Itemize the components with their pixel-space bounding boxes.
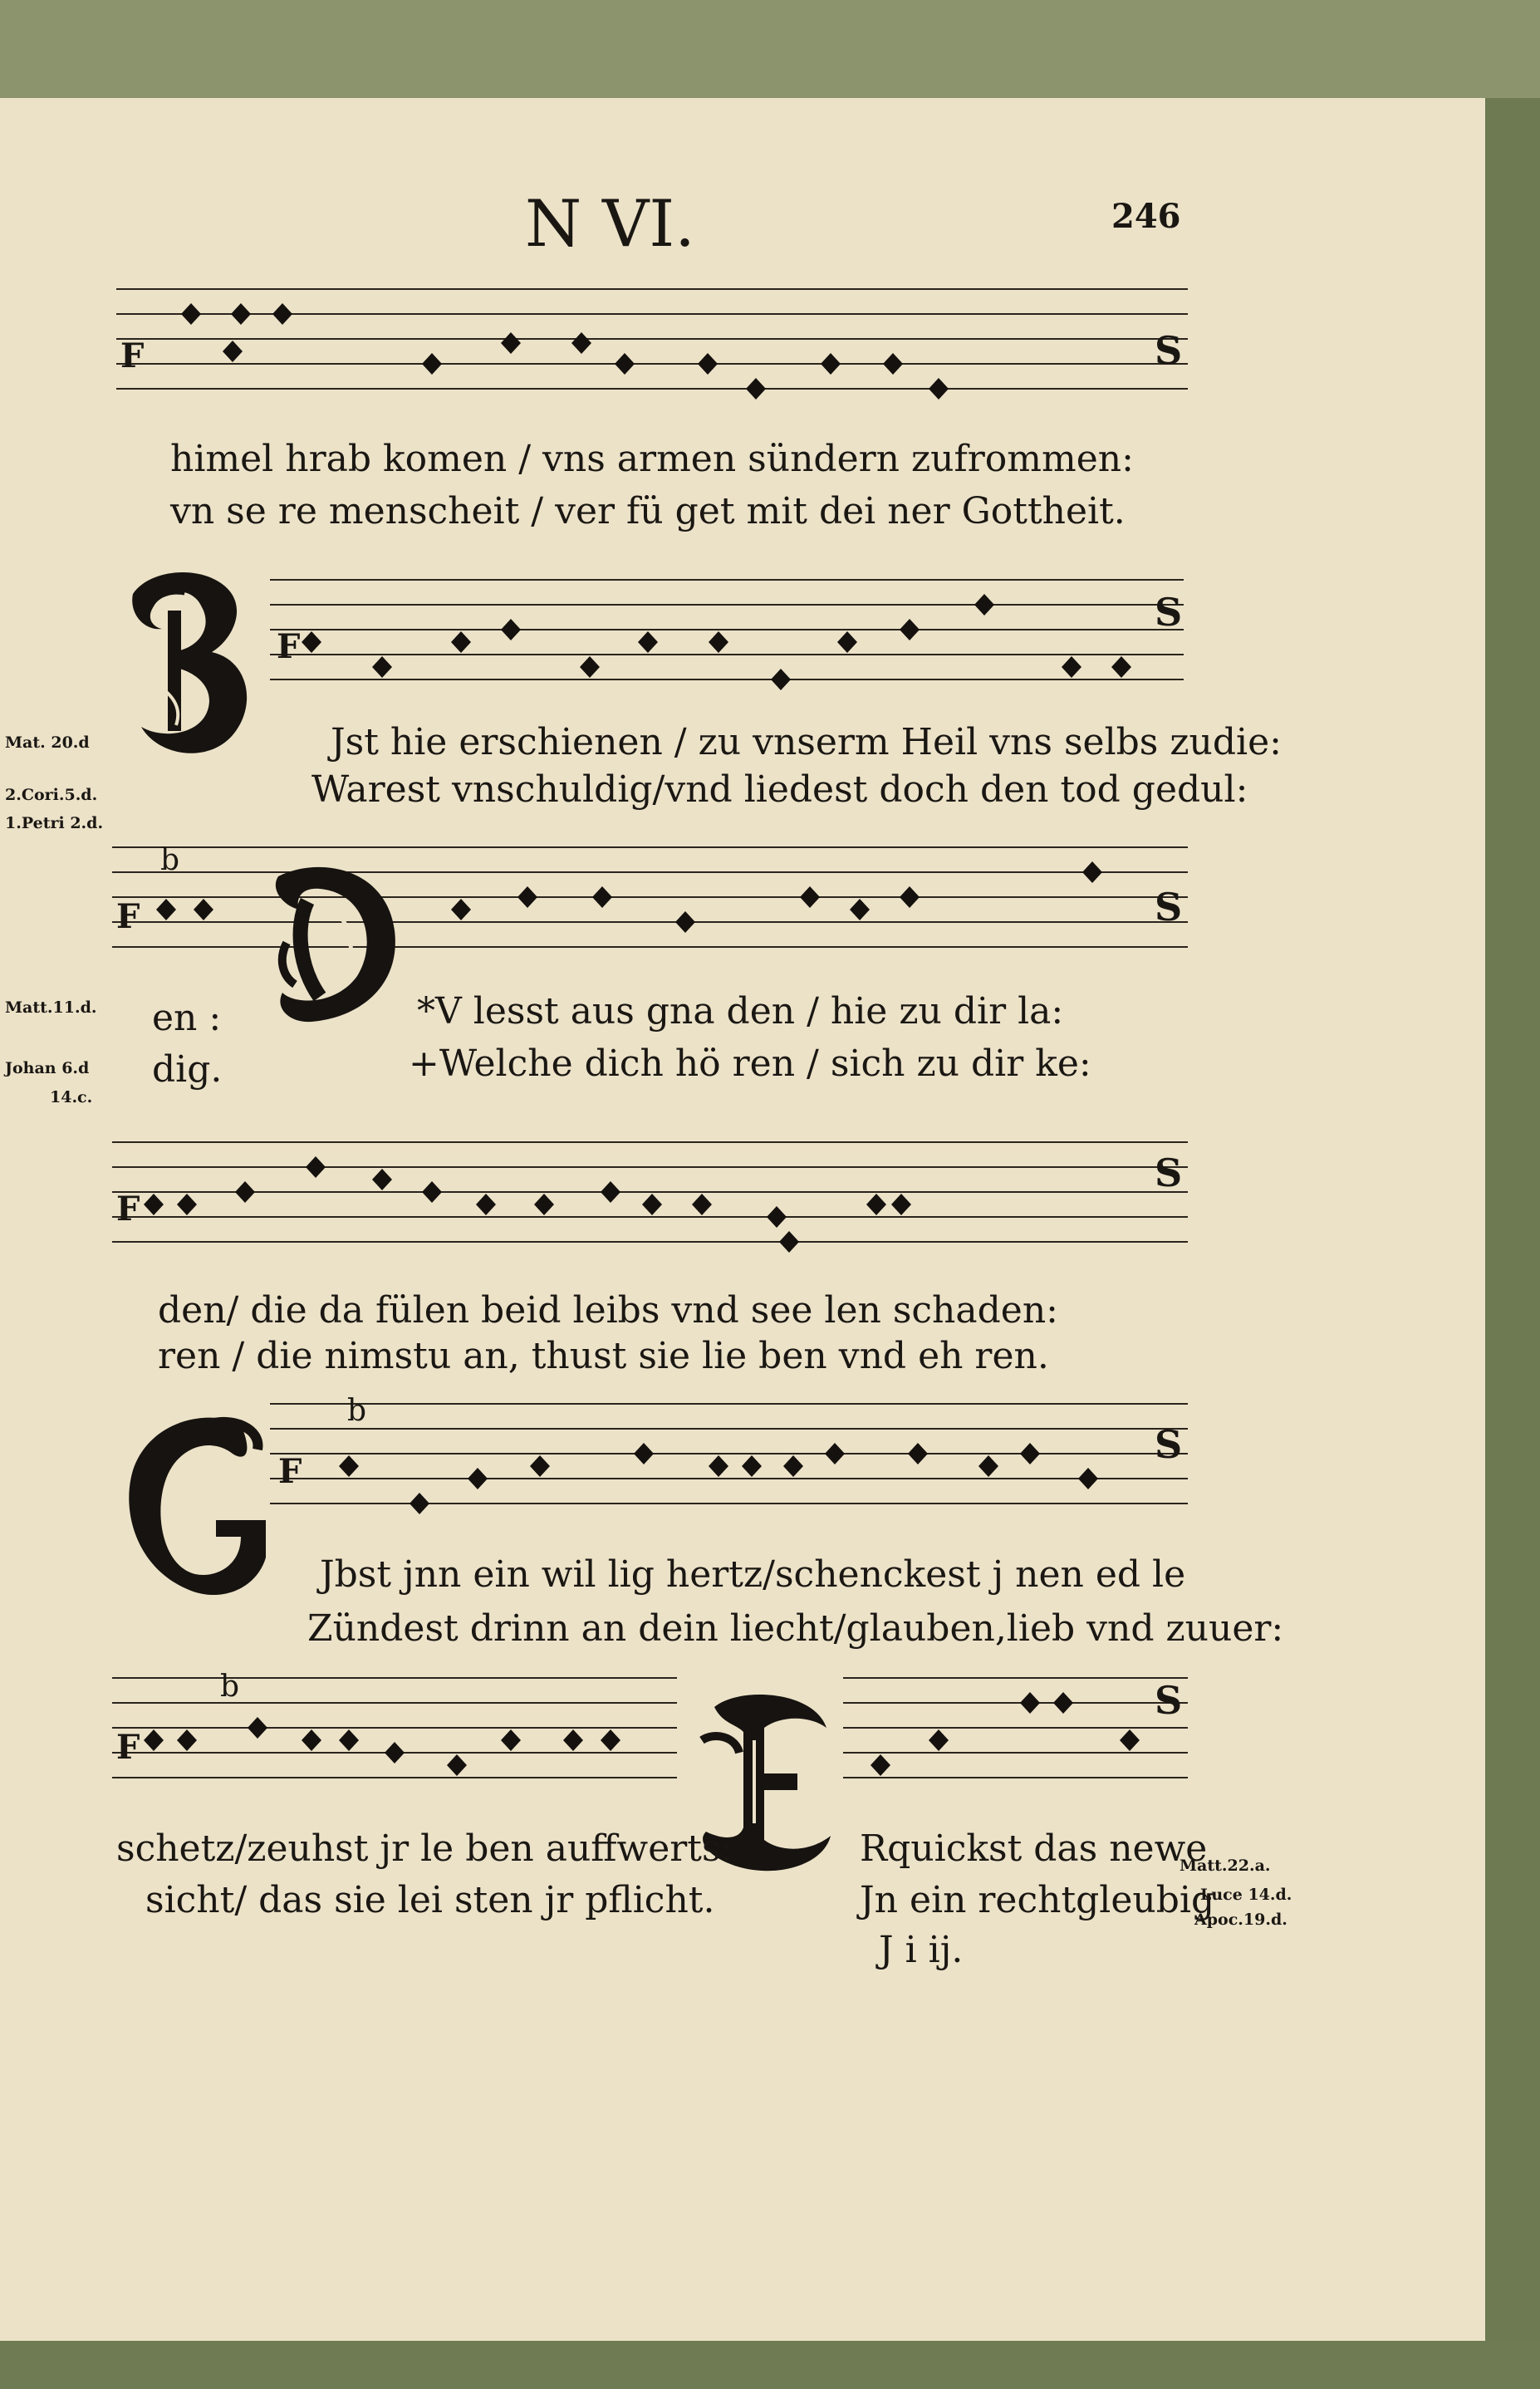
lyric-3-left-line-2: dig. bbox=[152, 1048, 223, 1091]
note-head bbox=[223, 341, 243, 362]
note-head bbox=[771, 669, 791, 690]
note-head bbox=[177, 1729, 197, 1751]
note-head bbox=[883, 353, 903, 375]
note-head bbox=[767, 1206, 787, 1228]
note-head bbox=[451, 899, 471, 920]
note-head bbox=[821, 353, 841, 375]
note-head bbox=[615, 353, 635, 375]
note-head bbox=[571, 332, 591, 354]
margin-note-2cori: 2.Cori.5.d. bbox=[5, 786, 98, 804]
flat-sign-6: b bbox=[220, 1670, 240, 1704]
signature-mark: J i ij. bbox=[879, 1929, 964, 1971]
note-head bbox=[501, 1729, 521, 1751]
lyric-1-line-1: himel hrab komen / vns armen sündern zufrommen: bbox=[170, 438, 1134, 480]
section-title: N VI. bbox=[525, 187, 695, 262]
music-staff-1 bbox=[116, 281, 1188, 422]
music-staff-6a bbox=[112, 1670, 677, 1811]
note-head bbox=[929, 378, 949, 400]
note-head bbox=[144, 1194, 164, 1215]
note-head bbox=[302, 1729, 321, 1751]
note-head bbox=[372, 656, 392, 678]
custos-5: S bbox=[1155, 1422, 1183, 1467]
note-head bbox=[177, 1194, 197, 1215]
lyric-2-line-1: Jst hie erschienen / zu vnserm Heil vns selbs zudie: bbox=[331, 721, 1282, 763]
custos-3: S bbox=[1155, 885, 1183, 930]
note-head bbox=[709, 1455, 728, 1477]
note-head bbox=[451, 631, 471, 653]
custos-2: S bbox=[1155, 590, 1183, 635]
music-staff-4 bbox=[112, 1134, 1188, 1275]
note-head bbox=[235, 1181, 255, 1203]
note-head bbox=[908, 1443, 928, 1464]
note-head bbox=[642, 1194, 662, 1215]
note-head bbox=[1062, 656, 1081, 678]
note-head bbox=[530, 1455, 550, 1477]
lyric-4-line-2: ren / die nimstu an, thust sie lie ben vnd eh ren. bbox=[158, 1335, 1049, 1377]
margin-note-mat-20: Mat. 20.d bbox=[5, 733, 90, 752]
margin-note-matt-22: Matt.22.a. bbox=[1180, 1857, 1271, 1875]
initial-g-letter bbox=[116, 1404, 278, 1603]
note-head bbox=[385, 1742, 405, 1764]
lyric-4-line-1: den/ die da fülen beid leibs vnd see len schaden: bbox=[158, 1289, 1058, 1332]
note-head bbox=[592, 886, 612, 908]
note-head bbox=[850, 899, 870, 920]
clef-f-1: F bbox=[120, 336, 145, 375]
margin-note-1petri: 1.Petri 2.d. bbox=[5, 814, 104, 832]
note-head bbox=[501, 332, 521, 354]
note-head bbox=[800, 886, 820, 908]
note-head bbox=[476, 1194, 496, 1215]
margin-note-matt-11: Matt.11.d. bbox=[5, 998, 97, 1017]
clef-f-3: F bbox=[116, 897, 140, 936]
note-head bbox=[447, 1754, 467, 1776]
custos-4: S bbox=[1155, 1150, 1183, 1195]
note-head bbox=[468, 1468, 488, 1489]
margin-note-14c: 14.c. bbox=[50, 1088, 93, 1106]
music-staff-6b bbox=[843, 1670, 1188, 1811]
note-head bbox=[563, 1729, 583, 1751]
music-staff-5 bbox=[270, 1396, 1188, 1537]
music-staff-2 bbox=[270, 571, 1184, 713]
note-head bbox=[156, 899, 176, 920]
lyric-6-right-line-2: Jn ein rechtgleubig bbox=[860, 1879, 1215, 1921]
note-head bbox=[534, 1194, 554, 1215]
note-head bbox=[501, 619, 521, 640]
note-head bbox=[302, 631, 321, 653]
lyric-6-left-line-1: schetz/zeuhst jr le ben auffwerts: bbox=[116, 1827, 733, 1870]
note-head bbox=[900, 886, 920, 908]
note-head bbox=[866, 1194, 886, 1215]
note-head bbox=[580, 656, 600, 678]
note-head bbox=[372, 1169, 392, 1190]
note-head bbox=[272, 303, 292, 325]
margin-note-apoc-19: Apoc.19.d. bbox=[1194, 1911, 1287, 1929]
note-head bbox=[306, 1156, 326, 1178]
note-head bbox=[601, 1729, 620, 1751]
lyric-5-line-1: Jbst jnn ein wil lig hertz/schenckest j nen ed le bbox=[320, 1553, 1186, 1596]
note-head bbox=[1111, 656, 1131, 678]
clef-f-2: F bbox=[277, 627, 301, 666]
lyric-2-line-2: Warest vnschuldig/vnd liedest doch den tod gedul: bbox=[311, 768, 1248, 811]
lyric-6-right-line-1: Rquickst das newe bbox=[860, 1827, 1208, 1870]
note-head bbox=[339, 1455, 359, 1477]
lyric-5-line-2: Zündest drinn an dein liecht/glauben,lieb vnd zuuer: bbox=[307, 1607, 1284, 1650]
custos-1: S bbox=[1155, 328, 1183, 373]
note-head bbox=[891, 1194, 911, 1215]
initial-b-letter bbox=[125, 561, 266, 768]
initial-d bbox=[262, 851, 407, 1030]
note-head bbox=[194, 899, 213, 920]
initial-b bbox=[125, 561, 266, 768]
note-head bbox=[871, 1754, 890, 1776]
margin-note-luce-14: Luce 14.d. bbox=[1200, 1886, 1292, 1904]
note-head bbox=[1120, 1729, 1140, 1751]
clef-f-6: F bbox=[116, 1728, 140, 1767]
page-number: 246 bbox=[1111, 197, 1181, 236]
lyric-1-line-2: vn se re menscheit / ver fü get mit dei ner Gottheit. bbox=[170, 490, 1126, 532]
note-head bbox=[1082, 861, 1102, 883]
note-head bbox=[1020, 1692, 1040, 1714]
note-head bbox=[837, 631, 857, 653]
lyric-3-right-line-1: *V lesst aus gna den / hie zu dir la: bbox=[417, 990, 1064, 1033]
initial-g bbox=[116, 1404, 278, 1603]
note-head bbox=[410, 1493, 429, 1514]
note-head bbox=[1053, 1692, 1073, 1714]
note-head bbox=[422, 1181, 442, 1203]
note-head bbox=[248, 1717, 267, 1739]
initial-d-letter bbox=[262, 851, 407, 1030]
note-head bbox=[144, 1729, 164, 1751]
note-head bbox=[742, 1455, 762, 1477]
note-head bbox=[974, 594, 994, 616]
flat-sign-5: b bbox=[347, 1394, 367, 1428]
note-head bbox=[779, 1231, 799, 1253]
note-head bbox=[825, 1443, 845, 1464]
lyric-3-left-line-1: en : bbox=[152, 997, 222, 1039]
clef-f-5: F bbox=[278, 1452, 302, 1491]
lyric-6-left-line-2: sicht/ das sie lei sten jr pflicht. bbox=[145, 1879, 715, 1921]
note-head bbox=[1020, 1443, 1040, 1464]
flat-sign-3: b bbox=[160, 843, 180, 877]
note-head bbox=[929, 1729, 949, 1751]
note-head bbox=[339, 1729, 359, 1751]
clef-f-4: F bbox=[116, 1190, 140, 1229]
note-head bbox=[1078, 1468, 1098, 1489]
note-head bbox=[601, 1181, 620, 1203]
lyric-3-right-line-2: +Welche dich hö ren / sich zu dir ke: bbox=[409, 1042, 1091, 1085]
custos-6: S bbox=[1155, 1678, 1183, 1723]
note-head bbox=[181, 303, 201, 325]
note-head bbox=[692, 1194, 712, 1215]
note-head bbox=[422, 353, 442, 375]
note-head bbox=[634, 1443, 654, 1464]
note-head bbox=[709, 631, 728, 653]
note-head bbox=[783, 1455, 803, 1477]
note-head bbox=[231, 303, 251, 325]
note-head bbox=[978, 1455, 998, 1477]
note-head bbox=[675, 911, 695, 933]
note-head bbox=[698, 353, 718, 375]
note-head bbox=[517, 886, 537, 908]
note-head bbox=[746, 378, 766, 400]
note-head bbox=[900, 619, 920, 640]
margin-note-johan-6: Johan 6.d bbox=[5, 1059, 90, 1077]
note-head bbox=[638, 631, 658, 653]
